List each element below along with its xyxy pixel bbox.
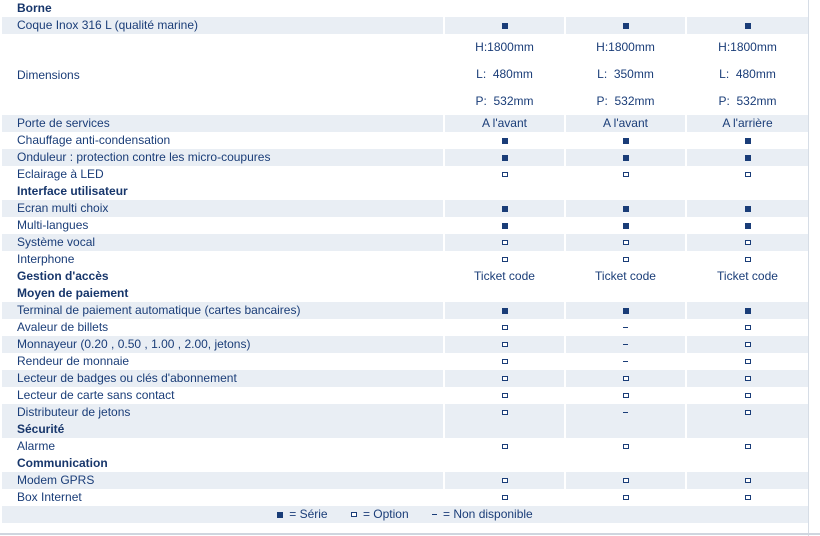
model-1-value bbox=[444, 438, 565, 455]
hollow-square-icon bbox=[502, 172, 508, 177]
hollow-square-icon bbox=[745, 376, 751, 381]
spec-row-distributeur-de-jetons bbox=[2, 404, 808, 421]
spec-row-alarme bbox=[2, 438, 808, 455]
model-2-value bbox=[565, 183, 686, 200]
feature-label: Rendeur de monnaie bbox=[17, 354, 130, 368]
hollow-square-icon bbox=[502, 240, 508, 245]
model-2-value bbox=[565, 438, 686, 455]
hollow-square-icon bbox=[502, 410, 508, 415]
model-3-value bbox=[686, 0, 808, 17]
model-1-value bbox=[444, 455, 565, 472]
spec-row-avaleur-de-billets bbox=[2, 319, 808, 336]
filled-square-icon bbox=[623, 23, 629, 29]
spec-row-terminal-de-paiement-automatique-cartes-bancaires bbox=[2, 302, 808, 319]
model-3-value bbox=[686, 489, 808, 506]
feature-label: Avaleur de billets bbox=[17, 320, 109, 334]
frame-bottom-border bbox=[0, 533, 820, 535]
section-title: Moyen de paiement bbox=[17, 286, 129, 300]
model-3-value bbox=[686, 370, 808, 387]
filled-square-icon bbox=[745, 23, 751, 29]
model-1-value: A l'avant bbox=[444, 115, 565, 132]
depth-value: P: 532mm bbox=[596, 94, 655, 108]
model-3-value bbox=[686, 319, 808, 336]
model-3-value bbox=[686, 472, 808, 489]
depth-value: P: 532mm bbox=[718, 94, 777, 108]
model-2-value: A l'avant bbox=[565, 115, 686, 132]
height-value: H:1800mm bbox=[475, 40, 534, 54]
spec-row-chauffage-anti-condensation bbox=[2, 132, 808, 149]
filled-square-icon bbox=[502, 138, 508, 144]
model-3-value bbox=[686, 183, 808, 200]
feature-label: Lecteur de badges ou clés d'abonnement bbox=[2, 370, 444, 387]
hollow-square-icon bbox=[351, 512, 357, 517]
length-value: L: 480mm bbox=[719, 67, 776, 81]
legend-serie-label: = Série bbox=[289, 507, 328, 521]
feature-label: Onduleur : protection contre les micro-coupures bbox=[2, 149, 444, 166]
model-1-value bbox=[444, 217, 565, 234]
model-3-value bbox=[686, 387, 808, 404]
filled-square-icon bbox=[502, 23, 508, 29]
spec-row-eclairage-a-led bbox=[2, 166, 808, 183]
model-2-value bbox=[565, 217, 686, 234]
dash-icon bbox=[432, 514, 437, 515]
filled-square-icon bbox=[623, 206, 629, 212]
legend-option-label: = Option bbox=[362, 507, 409, 521]
hollow-square-icon bbox=[502, 325, 508, 330]
feature-label: Distributeur de jetons bbox=[2, 404, 444, 421]
feature-label: Coque Inox 316 L (qualité marine) bbox=[2, 17, 444, 34]
model-2-value bbox=[565, 404, 686, 421]
hollow-square-icon bbox=[502, 359, 508, 364]
model-3-value bbox=[686, 132, 808, 149]
model-1-value bbox=[444, 234, 565, 251]
section-header-securite bbox=[2, 421, 808, 438]
model-2-value bbox=[565, 455, 686, 472]
model-2-value bbox=[565, 421, 686, 438]
model-3-value bbox=[686, 285, 808, 302]
model-2-value: Ticket code bbox=[565, 268, 686, 285]
model-2-value bbox=[565, 472, 686, 489]
model-2-value bbox=[565, 34, 686, 115]
filled-square-icon bbox=[745, 155, 751, 161]
feature-label: Dimensions bbox=[17, 67, 80, 82]
filled-square-icon bbox=[745, 138, 751, 144]
model-3-value bbox=[686, 34, 808, 115]
spec-row-ecran-multi-choix bbox=[2, 200, 808, 217]
filled-square-icon bbox=[502, 308, 508, 314]
spec-row-onduleur-protection-contre-les-micro-coupures bbox=[2, 149, 808, 166]
model-1-value bbox=[444, 302, 565, 319]
model-1-value bbox=[444, 200, 565, 217]
hollow-square-icon bbox=[502, 444, 508, 449]
model-3-value bbox=[686, 200, 808, 217]
height-value: H:1800mm bbox=[718, 40, 777, 54]
legend-cell bbox=[2, 506, 808, 523]
spec-row-coque-inox-316-l-qualite-marine bbox=[2, 17, 808, 34]
filled-square-icon bbox=[623, 138, 629, 144]
model-3-value bbox=[686, 149, 808, 166]
hollow-square-icon bbox=[502, 342, 508, 347]
model-2-value bbox=[565, 370, 686, 387]
legend-row bbox=[2, 506, 808, 523]
feature-label: Porte de services bbox=[2, 115, 444, 132]
hollow-square-icon bbox=[623, 478, 629, 483]
length-value: L: 480mm bbox=[476, 67, 533, 81]
depth-value: P: 532mm bbox=[475, 94, 534, 108]
model-3-value bbox=[686, 217, 808, 234]
hollow-square-icon bbox=[745, 495, 751, 500]
specifications-body bbox=[2, 0, 808, 506]
spec-row-dimensions bbox=[2, 34, 808, 115]
section-header-moyen-de-paiement bbox=[2, 285, 808, 302]
hollow-square-icon bbox=[623, 240, 629, 245]
model-1-value bbox=[444, 404, 565, 421]
model-1-value bbox=[444, 132, 565, 149]
model-1-value bbox=[444, 183, 565, 200]
hollow-square-icon bbox=[623, 393, 629, 398]
hollow-square-icon bbox=[502, 257, 508, 262]
hollow-square-icon bbox=[623, 172, 629, 177]
model-2-value bbox=[565, 149, 686, 166]
model-3-value bbox=[686, 166, 808, 183]
section-header-communication bbox=[2, 455, 808, 472]
filled-square-icon bbox=[745, 223, 751, 229]
model-2-value bbox=[565, 234, 686, 251]
feature-label: Eclairage à LED bbox=[17, 167, 104, 181]
dash-icon bbox=[623, 412, 628, 413]
section-header-gestion-d-acces bbox=[2, 268, 808, 285]
spec-row-modem-gprs bbox=[2, 472, 808, 489]
feature-label: Modem GPRS bbox=[2, 472, 444, 489]
model-2-value bbox=[565, 166, 686, 183]
spec-row-monnayeur-0-20-0-50-1-00-2-00-jetons bbox=[2, 336, 808, 353]
legend-option bbox=[351, 506, 409, 523]
spec-row-rendeur-de-monnaie bbox=[2, 353, 808, 370]
filled-square-icon bbox=[277, 512, 283, 518]
section-header-interface-utilisateur bbox=[2, 183, 808, 200]
feature-label: Alarme bbox=[17, 439, 56, 453]
model-3-value bbox=[686, 421, 808, 438]
dash-icon bbox=[623, 327, 628, 328]
section-title: Communication bbox=[17, 456, 108, 470]
model-2-value bbox=[565, 353, 686, 370]
spec-row-box-internet bbox=[2, 489, 808, 506]
section-title: Sécurité bbox=[2, 421, 444, 438]
hollow-square-icon bbox=[745, 410, 751, 415]
section-header-borne bbox=[2, 0, 808, 17]
model-3-value: A l'arrière bbox=[686, 115, 808, 132]
model-1-value bbox=[444, 336, 565, 353]
feature-label: Système vocal bbox=[2, 234, 444, 251]
spec-row-lecteur-de-badges-ou-cles-d-abonnement bbox=[2, 370, 808, 387]
feature-label: Terminal de paiement automatique (cartes bancaires) bbox=[2, 302, 444, 319]
model-1-value bbox=[444, 251, 565, 268]
model-3-value bbox=[686, 17, 808, 34]
model-2-value bbox=[565, 251, 686, 268]
hollow-square-icon bbox=[745, 359, 751, 364]
length-value: L: 350mm bbox=[597, 67, 654, 81]
feature-label: Ecran multi choix bbox=[2, 200, 444, 217]
model-3-value bbox=[686, 251, 808, 268]
model-2-value bbox=[565, 285, 686, 302]
model-2-value bbox=[565, 387, 686, 404]
model-2-value bbox=[565, 319, 686, 336]
filled-square-icon bbox=[502, 223, 508, 229]
feature-label: Multi-langues bbox=[17, 218, 89, 232]
section-title: Gestion d'accès bbox=[17, 269, 109, 283]
model-1-value bbox=[444, 166, 565, 183]
filled-square-icon bbox=[502, 155, 508, 161]
filled-square-icon bbox=[623, 223, 629, 229]
section-title: Borne bbox=[17, 1, 52, 15]
spec-row-lecteur-de-carte-sans-contact bbox=[2, 387, 808, 404]
feature-label: Monnayeur (0.20 , 0.50 , 1.00 , 2.00, jetons) bbox=[2, 336, 444, 353]
model-2-value bbox=[565, 489, 686, 506]
hollow-square-icon bbox=[502, 376, 508, 381]
hollow-square-icon bbox=[623, 376, 629, 381]
hollow-square-icon bbox=[745, 325, 751, 330]
hollow-square-icon bbox=[623, 495, 629, 500]
model-1-value bbox=[444, 149, 565, 166]
section-title: Interface utilisateur bbox=[17, 184, 128, 198]
specifications-table bbox=[2, 0, 808, 523]
model-3-value bbox=[686, 336, 808, 353]
model-3-value bbox=[686, 353, 808, 370]
model-1-value bbox=[444, 472, 565, 489]
model-1-value bbox=[444, 0, 565, 17]
hollow-square-icon bbox=[502, 393, 508, 398]
hollow-square-icon bbox=[745, 444, 751, 449]
filled-square-icon bbox=[623, 155, 629, 161]
feature-label: Chauffage anti-condensation bbox=[17, 133, 171, 147]
legend-na bbox=[432, 506, 533, 523]
feature-label: Interphone bbox=[17, 252, 75, 266]
model-3-value bbox=[686, 455, 808, 472]
spec-row-interphone bbox=[2, 251, 808, 268]
model-1-value bbox=[444, 387, 565, 404]
model-1-value: Ticket code bbox=[444, 268, 565, 285]
model-3-value bbox=[686, 302, 808, 319]
model-3-value: Ticket code bbox=[686, 268, 808, 285]
dash-icon bbox=[623, 344, 628, 345]
hollow-square-icon bbox=[502, 478, 508, 483]
hollow-square-icon bbox=[745, 240, 751, 245]
feature-label: Lecteur de carte sans contact bbox=[17, 388, 175, 402]
hollow-square-icon bbox=[745, 172, 751, 177]
model-3-value bbox=[686, 438, 808, 455]
hollow-square-icon bbox=[623, 444, 629, 449]
model-2-value bbox=[565, 17, 686, 34]
legend-na-label: = Non disponible bbox=[443, 507, 533, 521]
model-2-value bbox=[565, 200, 686, 217]
model-1-value bbox=[444, 370, 565, 387]
model-1-value bbox=[444, 17, 565, 34]
hollow-square-icon bbox=[745, 342, 751, 347]
model-1-value bbox=[444, 319, 565, 336]
spec-row-porte-de-services bbox=[2, 115, 808, 132]
model-2-value bbox=[565, 0, 686, 17]
model-2-value bbox=[565, 132, 686, 149]
hollow-square-icon bbox=[745, 257, 751, 262]
spec-row-systeme-vocal bbox=[2, 234, 808, 251]
dash-icon bbox=[623, 361, 628, 362]
model-1-value bbox=[444, 285, 565, 302]
height-value: H:1800mm bbox=[596, 40, 655, 54]
filled-square-icon bbox=[623, 308, 629, 314]
model-3-value bbox=[686, 234, 808, 251]
model-1-value bbox=[444, 34, 565, 115]
frame-right-border bbox=[808, 0, 809, 536]
spec-row-multi-langues bbox=[2, 217, 808, 234]
model-1-value bbox=[444, 421, 565, 438]
model-1-value bbox=[444, 353, 565, 370]
hollow-square-icon bbox=[623, 257, 629, 262]
filled-square-icon bbox=[502, 206, 508, 212]
filled-square-icon bbox=[745, 308, 751, 314]
hollow-square-icon bbox=[745, 393, 751, 398]
model-2-value bbox=[565, 302, 686, 319]
legend-serie bbox=[277, 506, 327, 523]
hollow-square-icon bbox=[502, 495, 508, 500]
filled-square-icon bbox=[745, 206, 751, 212]
hollow-square-icon bbox=[745, 478, 751, 483]
model-3-value bbox=[686, 404, 808, 421]
feature-label: Box Internet bbox=[17, 490, 82, 504]
model-1-value bbox=[444, 489, 565, 506]
model-2-value bbox=[565, 336, 686, 353]
